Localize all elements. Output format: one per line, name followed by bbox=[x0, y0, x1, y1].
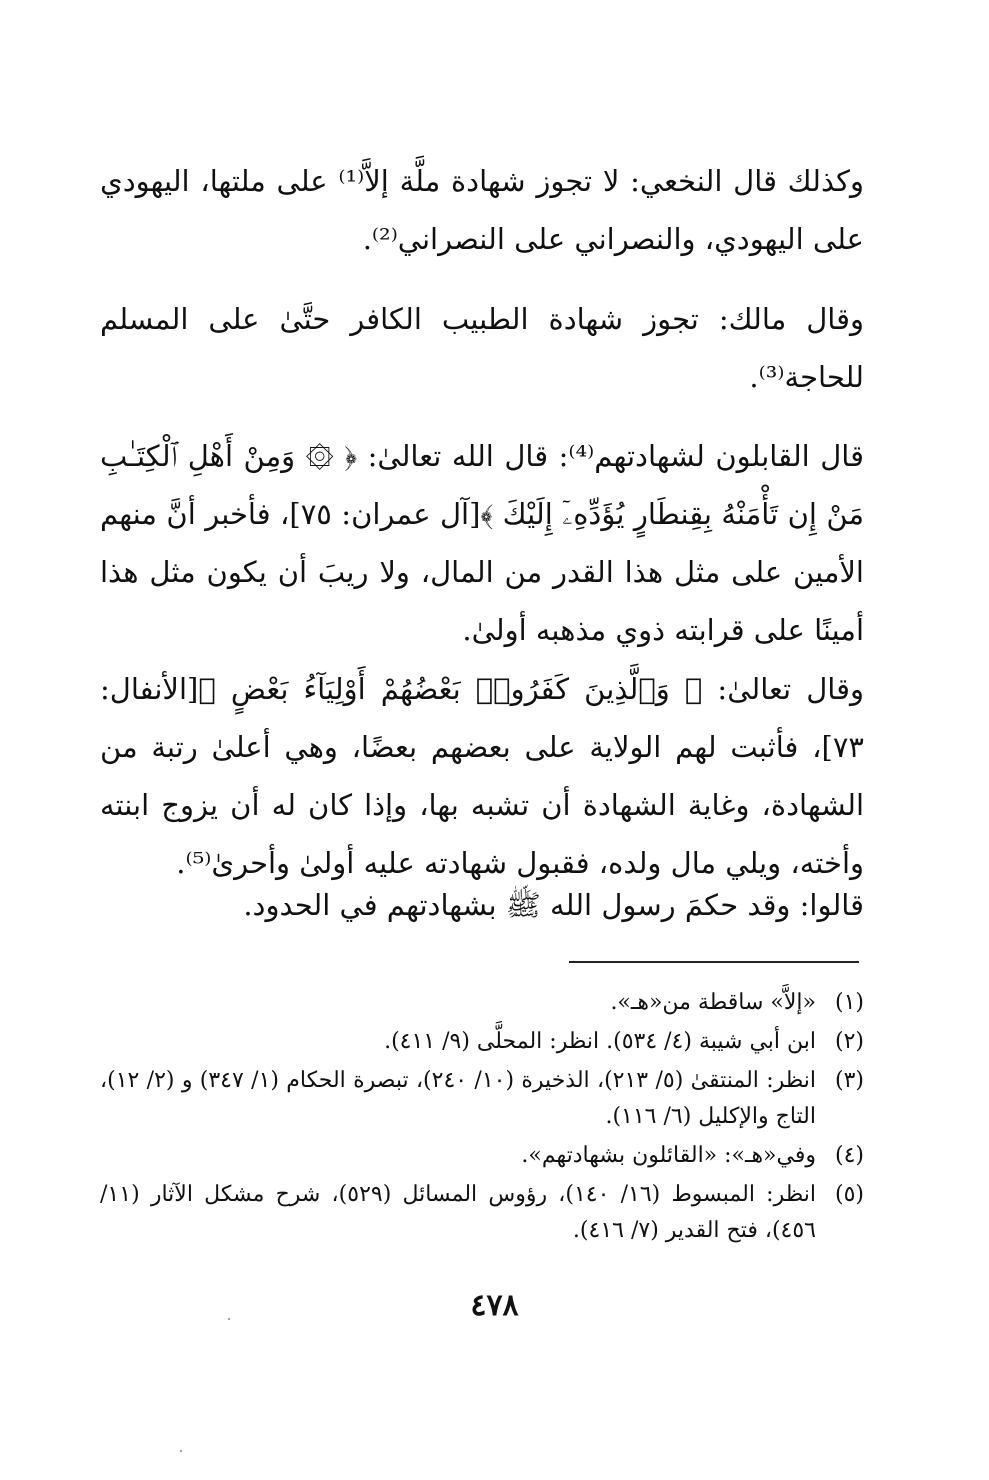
footnotes-list bbox=[100, 985, 864, 1252]
footnote-item bbox=[100, 1177, 864, 1249]
footnote-number: (٣) bbox=[834, 1068, 864, 1093]
footnote-text: وفي«هـ»: «القائلون بشهادتهم». bbox=[521, 1143, 816, 1168]
footnote-text: انظر: المبسوط (١٦/ ١٤٠)، رؤوس المسائل (٥٢٩)، شرح مشكل الآثار (١١/ ٤٥٦)، فتح القدير (٧/ ٤١٦). bbox=[100, 1182, 817, 1243]
footnote-item bbox=[100, 1024, 864, 1060]
paragraph-nakhai: وكذلك قال النخعي: لا تجوز شهادة ملَّة إلاَّ⁽¹⁾ على ملتها، اليهودي على اليهودي، والنصراني على النصراني⁽²⁾. bbox=[100, 164, 864, 256]
footnote-separator bbox=[569, 961, 859, 963]
paragraph-wilayah: وقال تعالىٰ: ﴿ وَٱلَّذِينَ كَفَرُوا۟ بَعْضُهُمْ أَوْلِيَآءُ بَعْضٍ ﴾[الأنفال: ٧٣]، فأثبت لهم الولاية على بعضهم بعضًا، وهي أعلىٰ رتبة من الشهادة، وغاية الشهادة أن تشبه بها، وإذا كان له أن يزوج ابنته وأخته، ويلي مال ولده، فقبول شهادته عليه أولىٰ وأحرىٰ⁽⁵⁾. bbox=[100, 672, 864, 880]
footnote-item bbox=[100, 985, 864, 1021]
footnote-number: (١) bbox=[834, 990, 864, 1015]
footnote-item bbox=[100, 1138, 864, 1174]
footnote-number: (٥) bbox=[834, 1182, 864, 1207]
footnote-number: (٢) bbox=[834, 1029, 864, 1054]
footnote-text: ابن أبي شيبة (٤/ ٥٣٤). انظر: المحلَّى (٩/ ٤١١). bbox=[384, 1029, 816, 1054]
scan-speck bbox=[180, 1450, 182, 1452]
page-number: ٤٧٨ bbox=[470, 1288, 519, 1323]
paragraph-hudud: قالوا: وقد حكمَ رسول الله ﷺ بشهادتهم في الحدود. bbox=[243, 888, 864, 922]
paragraph-malik: وقال مالك: تجوز شهادة الطبيب الكافر حتَّىٰ على المسلم للحاجة⁽³⁾. bbox=[100, 302, 864, 394]
scan-speck bbox=[228, 1318, 230, 1320]
footnote-number: (٤) bbox=[834, 1143, 864, 1168]
footnote-text: انظر: المنتقىٰ (٥/ ٢١٣)، الذخيرة (١٠/ ٢٤٠)، تبصرة الحكام (١/ ٣٤٧) و (٢/ ١٢)، التاج والإكليل (٦/ ١١٦). bbox=[100, 1068, 817, 1129]
footnote-item bbox=[100, 1063, 864, 1135]
paragraph-ahl-al-kitab: قال القابلون لشهادتهم⁽⁴⁾: قال الله تعالىٰ: ﴿ ۞ وَمِنْ أَهْلِ ٱلْكِتَـٰبِ مَنْ إِن تَأْمَنْهُ بِقِنطَارٍ يُؤَدِّهِۦٓ إِلَيْكَ ﴾[آل عمران: ٧٥]، فأخبر أنَّ منهم الأمين على مثل هذا القدر من المال، ولا ريبَ أن يكون مثل هذا أمينًا على قرابته ذوي مذهبه أولىٰ. bbox=[100, 439, 864, 647]
footnote-text: «إلاَّ» ساقطة من«هـ». bbox=[610, 990, 816, 1015]
